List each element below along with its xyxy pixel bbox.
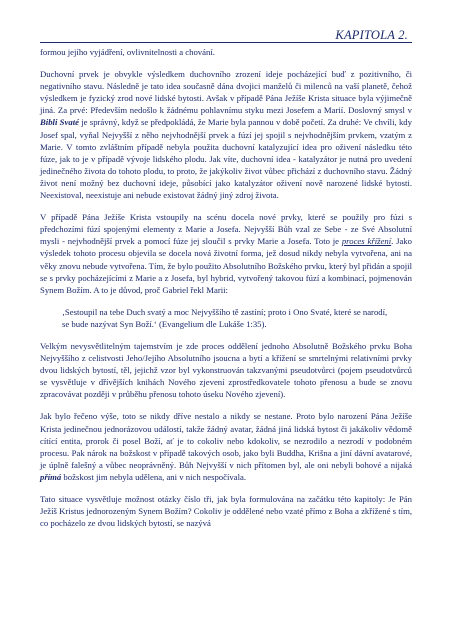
paragraph-5: Tato situace vysvětluje možnost otázky číslo tři, jak byla formulována na začátku této kapitoly: Je Pán Ježíš Kristus jednorozeným Synem Božím? Cokoliv je oddělené nebo vzaté přímo z Boha a zkřížené s tím, co pocházelo ze dvou lidských bytostí, se nazývá [40,494,412,529]
paragraph-2-text-a: V případě Pána Ježíše Krista vstoupily na scénu docela nové prvky, které se použily pro fúzi s předchozími fúzí spojenými elementy z Marie a Josefa. Nejvyšší Bůh vzal ze Sebe - ze Své Absolutní mysli - nejvhodnější prvek a pomocí fúze jej sloučil s prvky Marie a Josefa. Toto je [40,212,412,247]
paragraph-0: formou jejího vyjádření, ovlivnitelnosti a chování. [40,47,215,57]
paragraph-3: Velkým nevysvětlitelným tajemstvím je zde proces oddělení jednoho Absolutně Božského prvku Boha Nejvyššího z celistvosti Jeho/Jejího Absolutního jsoucna a bytí a křížení se smrtelnými relativními prvky dvou lidských bytostí, těl, jejichž vzor byl vykonstruován takzvanými pseudotvůrci (pojem pseudotvůrců se vysvětluje v dřívějších knihách Nového zjevení zprostředkovatele tohoto přenosu a bude se znovu zpracovávat později v průběhu přenosu tohoto úseku Nového zjevení). [40,340,412,400]
paragraph-1-text-a: Duchovní prvek je obvykle výsledkem duchovního zrození ideje pocházející buď z pozitivního, či negativního stavu. Následně je tato idea současně dána dvojici manželů či milenců na vaší planetě, čehož výsledkem je fyzický zrod nové lidské bytosti. Avšak v případě Pána Ježíše Krista situace byla výjimečně jiná. Za prvé: Především nedošlo k žádnému pohlavnímu styku mezi Josefem a Marií. Doslovný smysl v [40,69,412,116]
paragraph-2 [40,211,412,296]
crossing-process-emphasis: proces křížení [341,236,392,247]
paragraph-1-text-b: je správný, když se předpokládá, že Marie byla pannou v době početí. Za druhé: Ve chvíli, kdy Josef spal, vyňal Nejvyšší z něho nejvhodnější prvek a fúzí jej spojil s nejvhodnějším prvkem, vzatým z Marie. V tomto zvláštním případě nebyla použita duchovní katalyzující idea pro oživení následku této fúze, jak to je v případě vývoje lidského plodu. Jak víte, duchovní idea - katalyzátor je nutná pro uvedení jedinečného života do tohoto plodu, to proto, že jakýkoliv život vůbec přichází z duchovního stavu. Žádný život není možný bez duchovní ideje, působící jako katalyzátor oživení nově narozené lidské bytosti. Neexistoval, neexistuje ani nebude existovat žádný jiný zdroj života. [40,117,412,201]
header-rule [40,42,412,43]
direct-emphasis: přímá [40,471,62,482]
page-body [40,46,412,539]
paragraph-4-text-a: Jak bylo řečeno výše, toto se nikdy dříve nestalo a nikdy se nestane. Proto bylo narození Pána Ježíše Krista jedinečnou jednorázovou událostí, takže žádný avatar, žádná jiná lidská bytost či jakákoliv vědomě cítící entita, prorok či posel Boží, ať je to cokoliv nebo kdokoliv, se nezrodilo a nezrodí v podobném procesu. Pak nárok na božskost v případě takových osob, jako byli Buddha, Krišna a jiní dávní avatarové, je úplně falešný a vůbec neoprávněný. Bůh Nejvyšší v nich přítomen byl, ale oni nebyli bohové a nijaká [40,411,412,470]
paragraph-4-text-b: božskost jim nebyla udělena, ani v nich nespočívala. [61,471,247,482]
paragraph-4 [40,410,412,483]
paragraph-1 [40,68,412,201]
bible-emphasis: Bibli Svaté [40,117,79,128]
paragraph-2-text-b: . Jako výsledek tohoto procesu objevila se docela nová životní forma, jež dosud nikdy nebyla vytvořena, ani na věky znovu nebude vytvořena. Tím, že bylo použito Absolutního Božského prvku, který byl přidán a spojil se s prvky pocházejícími z Marie a z Josefa, byl hybrid, vytvořený takovou fúzí a kombinací, pojmenován Synem Božím. A to je důvod, proč Gabriel řekl Marii: [40,236,412,295]
gospel-quote: ‚Sestoupil na tebe Duch svatý a moc Nejvyššího tě zastíní; proto i Ono Svaté, které se narodí, se bude nazývat Syn Boží.‘ (Evangelium dle Lukáše 1:35). [62,306,388,329]
chapter-header: KAPITOLA 2. [335,28,408,42]
